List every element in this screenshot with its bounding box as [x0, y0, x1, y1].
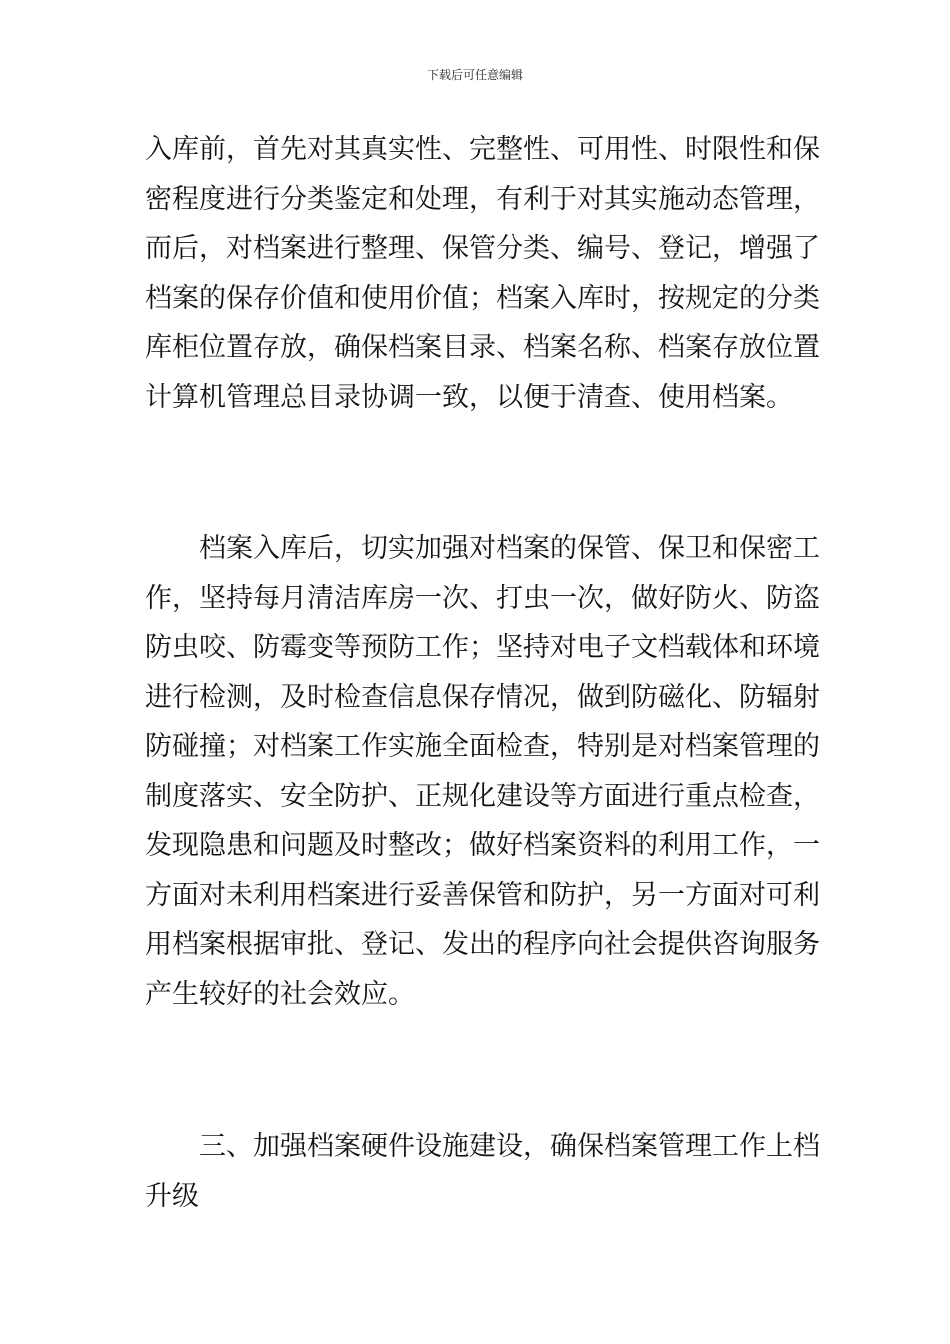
- paragraph-storage-before-intake: [145, 125, 820, 422]
- paragraph-line: 升级: [145, 1180, 199, 1212]
- paragraph-line: 方面对未利用档案进行妥善保管和防护，另一方面对可利: [145, 879, 820, 911]
- paragraph-line: 作，坚持每月清洁库房一次、打虫一次，做好防火、防盗: [145, 582, 820, 614]
- paragraph-line: 密程度进行分类鉴定和处理，有利于对其实施动态管理，: [145, 183, 820, 215]
- paragraph-line: 进行检测，及时检查信息保存情况，做到防磁化、防辐射: [145, 681, 820, 713]
- paragraph-line: 产生较好的社会效应。: [145, 978, 415, 1010]
- paragraph-line: 档案的保存价值和使用价值；档案入库时，按规定的分类: [145, 282, 820, 314]
- paragraph-after-intake: [145, 524, 820, 1019]
- paragraph-line: 制度落实、安全防护、正规化建设等方面进行重点检查，: [145, 780, 820, 812]
- paragraph-line: 用档案根据审批、登记、发出的程序向社会提供咨询服务: [145, 929, 820, 960]
- section-heading-three: [145, 1122, 820, 1221]
- paragraph-line: 防碰撞；对档案工作实施全面检查，特别是对档案管理的: [145, 731, 820, 762]
- paragraph-line: 入库前，首先对其真实性、完整性、可用性、时限性和保: [145, 134, 820, 165]
- paragraph-line: 计算机管理总目录协调一致，以便于清查、使用档案。: [145, 381, 793, 413]
- page-header: 下载后可任意编辑: [426, 68, 523, 82]
- paragraph-line: 防虫咬、防霉变等预防工作；坚持对电子文档载体和环境: [145, 632, 820, 663]
- paragraph-line: 档案入库后，切实加强对档案的保管、保卫和保密工: [199, 533, 820, 564]
- paragraph-line: 发现隐患和问题及时整改；做好档案资料的利用工作，一: [145, 830, 820, 861]
- paragraph-line: 而后，对档案进行整理、保管分类、编号、登记，增强了: [145, 233, 820, 264]
- paragraph-line: 三、加强档案硬件设施建设，确保档案管理工作上档: [199, 1131, 820, 1162]
- paragraph-line: 库柜位置存放，确保档案目录、档案名称、档案存放位置: [145, 332, 820, 363]
